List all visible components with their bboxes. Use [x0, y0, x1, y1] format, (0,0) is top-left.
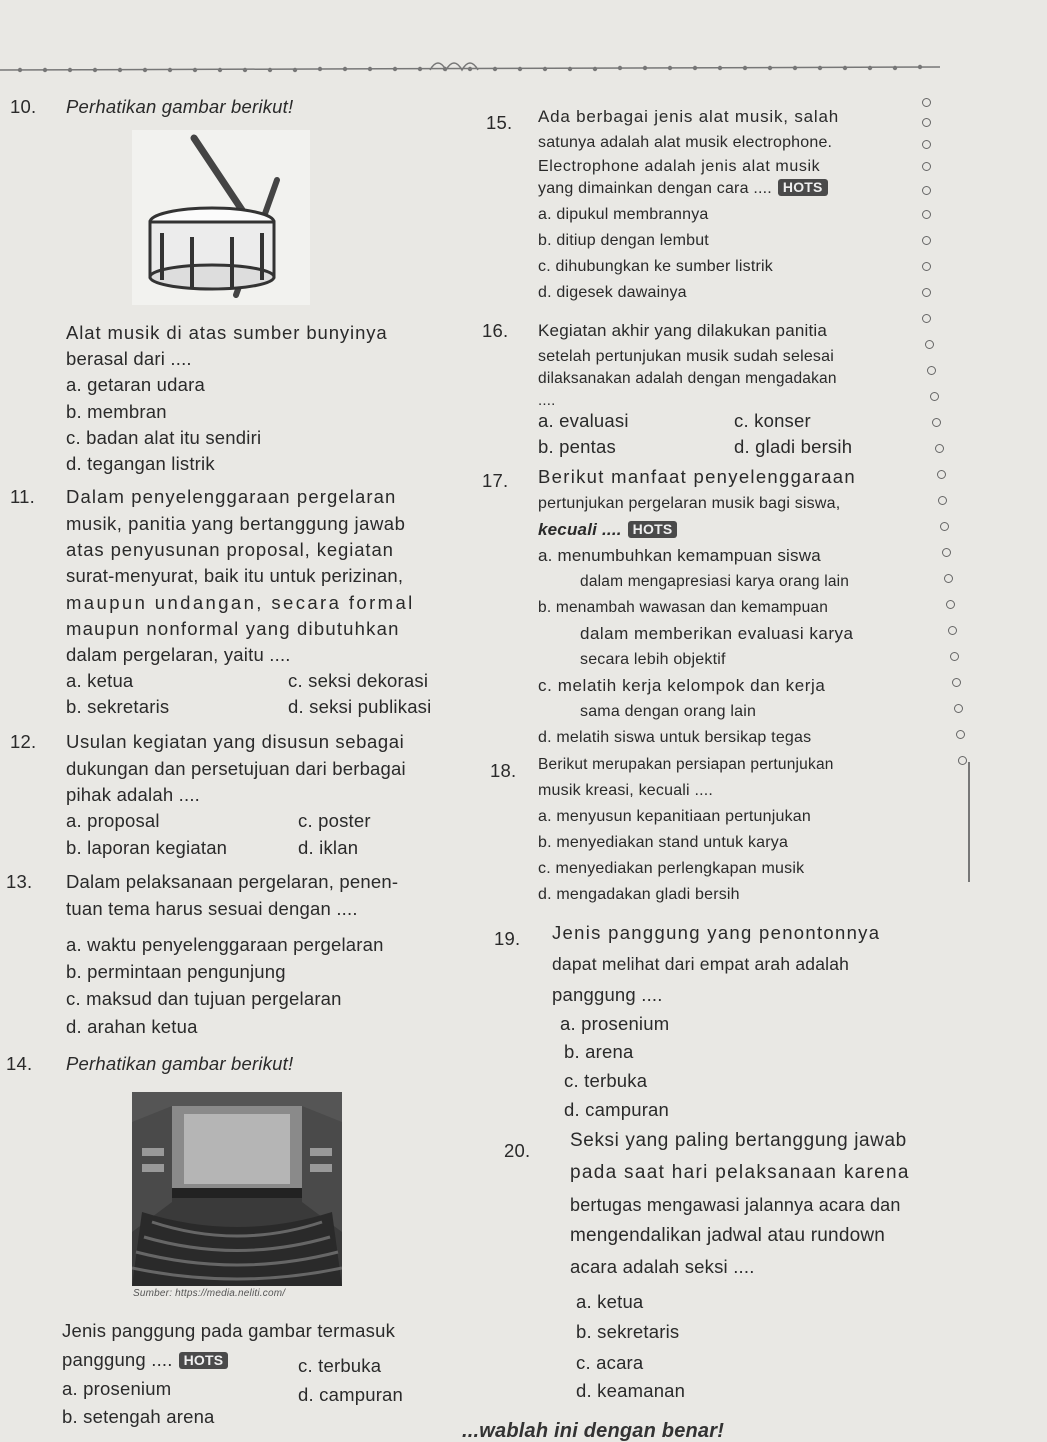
top-decoration: [0, 55, 1047, 85]
q12-option-d[interactable]: d. iklan: [298, 837, 359, 858]
q15-line-4: [538, 178, 828, 200]
q16-line-3: dilaksanakan adalah dengan mengadakan: [538, 370, 837, 387]
q15-hots-badge: HOTS: [778, 179, 828, 196]
q11-option-a[interactable]: a. ketua: [66, 670, 134, 691]
q17-option-a-1[interactable]: a. menumbuhkan kemampuan siswa: [538, 546, 821, 565]
q18-option-d[interactable]: d. mengadakan gladi bersih: [538, 886, 740, 903]
q19-line-2: dapat melihat dari empat arah adalah: [552, 954, 850, 974]
q16-line-1: Kegiatan akhir yang dilakukan panitia: [538, 321, 828, 340]
q20-option-b[interactable]: b. sekretaris: [576, 1321, 680, 1342]
q14-option-a[interactable]: a. prosenium: [62, 1378, 172, 1399]
q10-option-d[interactable]: d. tegangan listrik: [66, 453, 215, 474]
q15-line-1: Ada berbagai jenis alat musik, salah: [538, 107, 839, 126]
q16-option-c[interactable]: c. konser: [734, 410, 811, 431]
q14-option-d[interactable]: d. campuran: [298, 1384, 404, 1405]
q13-option-a[interactable]: a. waktu penyelenggaraan pergelaran: [66, 934, 384, 955]
q10-prompt: Perhatikan gambar berikut!: [66, 96, 294, 117]
q18-option-c[interactable]: c. menyediakan perlengkapan musik: [538, 860, 805, 877]
q13-line-1: Dalam pelaksanaan pergelaran, penen-: [66, 871, 399, 892]
q20-option-d[interactable]: d. keamanan: [576, 1380, 686, 1401]
q18-number: 18.: [490, 760, 517, 781]
q16-option-d[interactable]: d. gladi bersih: [734, 436, 853, 457]
q17-option-c-1[interactable]: c. melatih kerja kelompok dan kerja: [538, 676, 826, 695]
q11-option-b[interactable]: b. sekretaris: [66, 696, 170, 717]
q11-line-1: Dalam penyelenggaraan pergelaran: [66, 486, 397, 507]
q19-number: 19.: [494, 928, 521, 949]
q17-option-b-1[interactable]: b. menambah wawasan dan kemampuan: [538, 599, 829, 616]
right-margin-line: [968, 762, 970, 882]
q11-line-6: maupun nonformal yang dibutuhkan: [66, 618, 400, 639]
q19-line-3: panggung ....: [552, 984, 663, 1005]
q15-option-d[interactable]: d. digesek dawainya: [538, 284, 687, 301]
q18-line-2: musik kreasi, kecuali ....: [538, 782, 714, 799]
q16-number: 16.: [482, 320, 509, 341]
q17-option-a-2[interactable]: dalam mengapresiasi karya orang lain: [580, 573, 850, 590]
q15-line-3: Electrophone adalah jenis alat musik: [538, 158, 821, 175]
q12-line-2: dukungan dan persetujuan dari berbagai: [66, 758, 406, 779]
q17-hots-badge: HOTS: [628, 521, 678, 538]
q14-option-c[interactable]: c. terbuka: [298, 1355, 382, 1376]
q15-line-2: satunya adalah alat musik electrophone.: [538, 134, 833, 151]
q13-option-d[interactable]: d. arahan ketua: [66, 1016, 198, 1037]
q18-option-b[interactable]: b. menyediakan stand untuk karya: [538, 834, 789, 851]
q14-stem-1: Jenis panggung pada gambar termasuk: [62, 1320, 396, 1341]
q20-line-4: mengendalikan jadwal atau rundown: [570, 1225, 886, 1246]
q14-option-b[interactable]: b. setengah arena: [62, 1406, 215, 1427]
q12-option-a[interactable]: a. proposal: [66, 810, 160, 831]
q19-option-c[interactable]: c. terbuka: [564, 1070, 648, 1091]
q15-line-4-text: yang dimainkan dengan cara ....: [538, 180, 772, 197]
q11-line-4: surat-menyurat, baik itu untuk perizinan,: [66, 565, 404, 586]
q11-line-3: atas penyusunan proposal, kegiatan: [66, 539, 394, 560]
q20-line-3: bertugas mengawasi jalannya acara dan: [570, 1195, 901, 1215]
q10-option-a[interactable]: a. getaran udara: [66, 374, 205, 395]
q20-line-1: Seksi yang paling bertanggung jawab: [570, 1130, 907, 1151]
q18-line-1: Berikut merupakan persiapan pertunjukan: [538, 756, 834, 773]
q17-line-2: pertunjukan pergelaran musik bagi siswa,: [538, 495, 841, 512]
q15-option-a[interactable]: a. dipukul membrannya: [538, 206, 709, 223]
q13-line-2: tuan tema harus sesuai dengan ....: [66, 898, 358, 919]
q14-image-caption: Sumber: https://media.neliti.com/: [133, 1288, 286, 1299]
q12-option-c[interactable]: c. poster: [298, 810, 371, 831]
q12-number: 12.: [10, 731, 37, 752]
q19-line-1: Jenis panggung yang penontonnya: [552, 922, 881, 943]
q16-line-2: setelah pertunjukan musik sudah selesai: [538, 348, 834, 365]
q17-option-c-2[interactable]: sama dengan orang lain: [580, 703, 757, 720]
q16-line-4: ....: [538, 392, 556, 409]
q19-option-d[interactable]: d. campuran: [564, 1099, 670, 1120]
q20-option-c[interactable]: c. acara: [576, 1352, 644, 1373]
q14-prompt: Perhatikan gambar berikut!: [66, 1053, 294, 1074]
q18-option-a[interactable]: a. menyusun kepanitiaan pertunjukan: [538, 808, 811, 825]
q17-option-d-1[interactable]: d. melatih siswa untuk bersikap tegas: [538, 729, 812, 746]
q17-line-3-text: kecuali ....: [538, 520, 622, 539]
q10-stem-1: Alat musik di atas sumber bunyinya: [66, 322, 388, 343]
q17-number: 17.: [482, 470, 509, 491]
q20-number: 20.: [504, 1140, 531, 1161]
q16-option-a[interactable]: a. evaluasi: [538, 410, 629, 431]
snare-drum-image: [132, 130, 310, 305]
q10-option-c[interactable]: c. badan alat itu sendiri: [66, 427, 262, 448]
q17-line-1: Berikut manfaat penyelenggaraan: [538, 466, 856, 487]
q15-option-b[interactable]: b. ditiup dengan lembut: [538, 232, 709, 249]
q19-option-a[interactable]: a. prosenium: [560, 1013, 670, 1034]
q17-line-3: [538, 519, 677, 541]
q13-option-b[interactable]: b. permintaan pengunjung: [66, 961, 286, 982]
q14-stem-2-text: panggung ....: [62, 1349, 173, 1370]
q14-stem-2: [62, 1349, 228, 1371]
q19-option-b[interactable]: b. arena: [564, 1041, 634, 1062]
proscenium-stage-photo: [132, 1092, 342, 1286]
q14-hots-badge: HOTS: [179, 1352, 229, 1369]
q10-number: 10.: [10, 96, 37, 117]
q10-option-b[interactable]: b. membran: [66, 401, 167, 422]
q20-line-5: acara adalah seksi ....: [570, 1256, 755, 1277]
q20-option-a[interactable]: a. ketua: [576, 1291, 644, 1312]
q13-option-c[interactable]: c. maksud dan tujuan pergelaran: [66, 988, 342, 1009]
q16-option-b[interactable]: b. pentas: [538, 436, 616, 457]
q11-number: 11.: [10, 486, 35, 507]
q10-stem-2: berasal dari ....: [66, 348, 192, 369]
q11-option-d[interactable]: d. seksi publikasi: [288, 696, 432, 717]
q11-line-7: dalam pergelaran, yaitu ....: [66, 644, 291, 665]
q11-line-5: maupun undangan, secara formal: [66, 592, 415, 613]
q17-option-b-3[interactable]: secara lebih objektif: [580, 651, 726, 668]
q11-line-2: musik, panitia yang bertanggung jawab: [66, 513, 406, 534]
q15-option-c[interactable]: c. dihubungkan ke sumber listrik: [538, 258, 773, 275]
q14-number: 14.: [6, 1053, 33, 1074]
footer-instruction: ...wablah ini dengan benar!: [462, 1420, 725, 1442]
q20-line-2: pada saat hari pelaksanaan karena: [570, 1162, 910, 1183]
q15-number: 15.: [486, 112, 513, 133]
q12-line-1: Usulan kegiatan yang disusun sebagai: [66, 731, 405, 752]
q12-option-b[interactable]: b. laporan kegiatan: [66, 837, 228, 858]
q17-option-b-2[interactable]: dalam memberikan evaluasi karya: [580, 624, 854, 643]
q12-line-3: pihak adalah ....: [66, 784, 201, 805]
q13-number: 13.: [6, 871, 33, 892]
q11-option-c[interactable]: c. seksi dekorasi: [288, 670, 429, 691]
